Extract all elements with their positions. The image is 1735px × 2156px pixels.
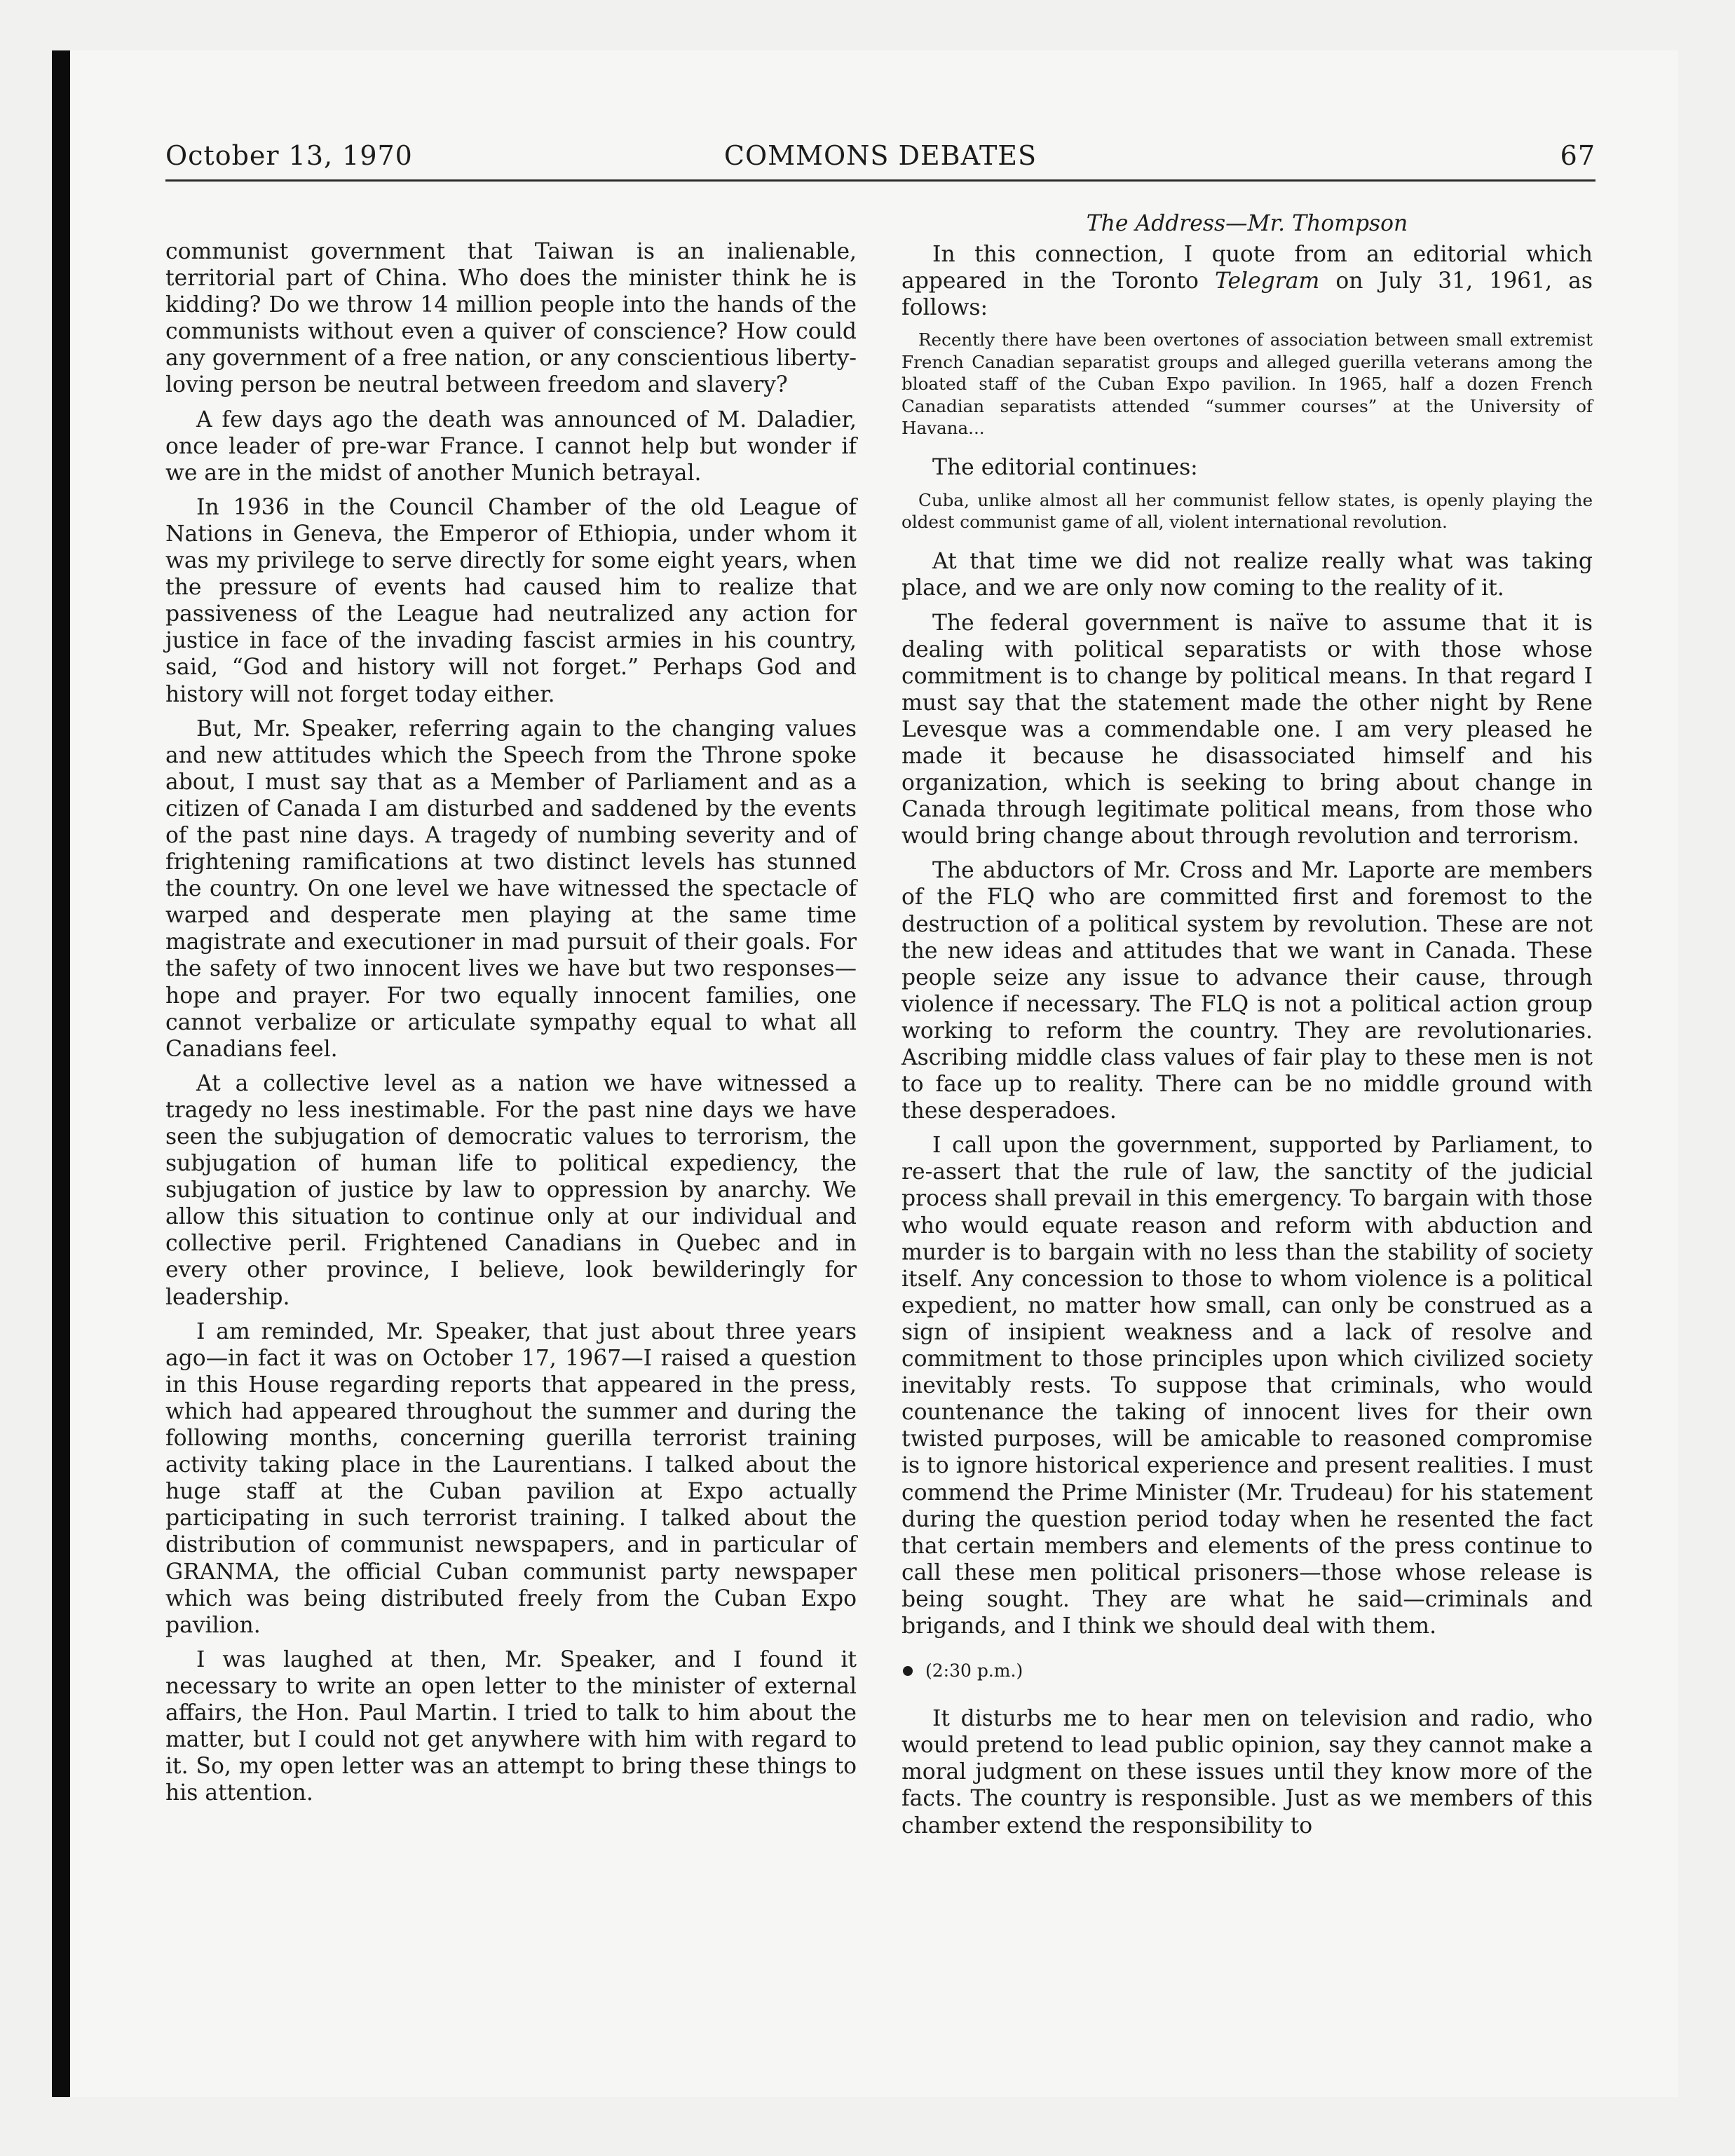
left-column: [165, 238, 857, 1814]
scan-edge: [52, 50, 70, 2097]
header-title: COMMONS DEBATES: [723, 140, 1037, 171]
running-head: The Address—Mr. Thompson: [1086, 211, 1408, 236]
right-column: [901, 210, 1593, 1847]
intro-text-end: on July 31, 1961, as follows:: [901, 268, 1593, 321]
block-quote: Cuba, unlike almost all her communist fellow states, is openly playing the oldest communist game of all, violent international revolution.: [901, 489, 1593, 532]
block-quote: Recently there have been overtones of association between small extremist French Canadian separatist groups and alleged guerilla veterans among the bloated staff of the Cuban Expo pavilion. In 1965, half a dozen French Canadian separatists attended “summer courses” at the University of Havana...: [901, 329, 1593, 438]
paragraph: At a collective level as a nation we have witnessed a tragedy no less inestimable. For the past nine days we have seen the subjugation of democratic values to terrorism, the subjugation of human life to political expediency, the subjugation of justice by law to oppression by anarchy. We allow this situation to continue only at our individual and collective peril. Frightened Canadians in Quebec and in every other province, I believe, look bewilderingly for leadership.: [165, 1070, 857, 1310]
page-header: [165, 140, 1595, 182]
bullet-icon: [903, 1666, 913, 1676]
paragraph: The abductors of Mr. Cross and Mr. Laporte are members of the FLQ who are committed first and foremost to the destruction of a political system by revolution. These are not the new ideas and attitudes that we want in Canada. These people seize any issue to advance their cause, through violence if necessary. The FLQ is not a political action group working to reform the country. They are revolutionaries. Ascribing middle class values of fair play to these men is not to face up to reality. There can be no middle ground with these desperadoes.: [901, 858, 1593, 1124]
page-number: 67: [1560, 140, 1595, 171]
paragraph: In 1936 in the Council Chamber of the old League of Nations in Geneva, the Emperor of Ethiopia, under whom it was my privilege to serve directly for some eight years, when the pressure of events had caused him to realize that passiveness of the League had neutralized any action for justice in face of the invading fascist armies in his country, said, “God and history will not forget.” Perhaps God and history will not forget today either.: [165, 494, 857, 707]
time-text: (2:30 p.m.): [925, 1660, 1023, 1681]
time-marker: [901, 1658, 1593, 1684]
paragraph: I call upon the government, supported by Parliament, to re-assert that the rule of law, the sanctity of the judicial process shall prevail in this emergency. To bargain with those who would equate reason and reform with abduction and murder is to bargain with no less than the stability of society itself. Any concession to those to whom violence is a political expedient, no matter how small, can only be construed as a sign of insipient weakness and a lack of resolve and commitment to those principles upon which civilized society inevitably rests. To suppose that criminals, who would countenance the taking of innocent lives for their own twisted purposes, will be amicable to reasoned compromise is to ignore historical experience and present realities. I must commend the Prime Minister (Mr. Trudeau) for his statement during the question period today when he resented the fact that certain members and elements of the press continue to call these men political prisoners—those whose release is being sought. They are what he said—criminals and brigands, and I think we should deal with them.: [901, 1133, 1593, 1639]
paragraph: communist government that Taiwan is an inalienable, territorial part of China. Who does the minister think he is kidding? Do we throw 14 million people into the hands of the communists without even a quiver of conscience? How could any government of a free nation, or any conscientious liberty-loving person be neutral between freedom and slavery?: [165, 239, 857, 398]
paragraph: A few days ago the death was announced of M. Daladier, once leader of pre-war France. I cannot help but wonder if we are in the midst of another Munich betrayal.: [165, 407, 857, 486]
paragraph: The federal government is naïve to assume that it is dealing with political separatists or with those whose commitment is to change by political means. In that regard I must say that the statement made the other night by Rene Levesque was a commendable one. I am very pleased he made it because he disassociated himself and his organization, which is seeking to bring about change in Canada through legitimate political means, from those who would bring change about through revolution and terrorism.: [901, 610, 1593, 850]
paragraph: But, Mr. Speaker, referring again to the changing values and new attitudes which the Speech from the Throne spoke about, I must say that as a Member of Parliament and as a citizen of Canada I am disturbed and saddened by the events of the past nine days. A tragedy of numbing severity and of frightening ramifications at two distinct levels has stunned the country. On one level we have witnessed the spectacle of warped and desperate men playing at the same time magistrate and executioner in mad pursuit of their goals. For the safety of two innocent lives we have but two responses—hope and prayer. For two equally innocent families, one cannot verbalize or articulate sympathy equal to what all Canadians feel.: [165, 716, 857, 1062]
paragraph: The editorial continues:: [932, 455, 1198, 481]
paragraph: I was laughed at then, Mr. Speaker, and I found it necessary to write an open letter to the minister of external affairs, the Hon. Paul Martin. I tried to talk to him about the matter, but I could not get anywhere with him with regard to it. So, my open letter was an attempt to bring these things to his attention.: [165, 1646, 857, 1806]
header-date: October 13, 1970: [165, 140, 413, 171]
paragraph: I am reminded, Mr. Speaker, that just about three years ago—in fact it was on October 17, 1967—I raised a question in this House regarding reports that appeared in the press, which had appeared throughout the summer and during the following months, concerning guerilla terrorist training activity taking place in the Laurentians. I talked about the huge staff at the Cuban pavilion at Expo actually participating in such terrorist training. I talked about the distribution of communist newspapers, and in particular of GRANMA, the official Cuban communist party newspaper which was being distributed freely from the Cuban Expo pavilion.: [165, 1318, 857, 1638]
intro-text: In this connection, I quote from an editorial which appeared in the Toronto: [901, 242, 1593, 294]
paragraph: [901, 241, 1593, 321]
paragraph: It disturbs me to hear men on television and radio, who would pretend to lead public opinion, say they cannot make a moral judgment on these issues until they know more of the facts. The country is responsible. Just as we members of this chamber extend the responsibility to: [901, 1706, 1593, 1838]
paragraph: At that time we did not realize really what was taking place, and we are only now coming to the reality of it.: [901, 549, 1593, 601]
newspaper-name: Telegram: [1214, 268, 1320, 294]
